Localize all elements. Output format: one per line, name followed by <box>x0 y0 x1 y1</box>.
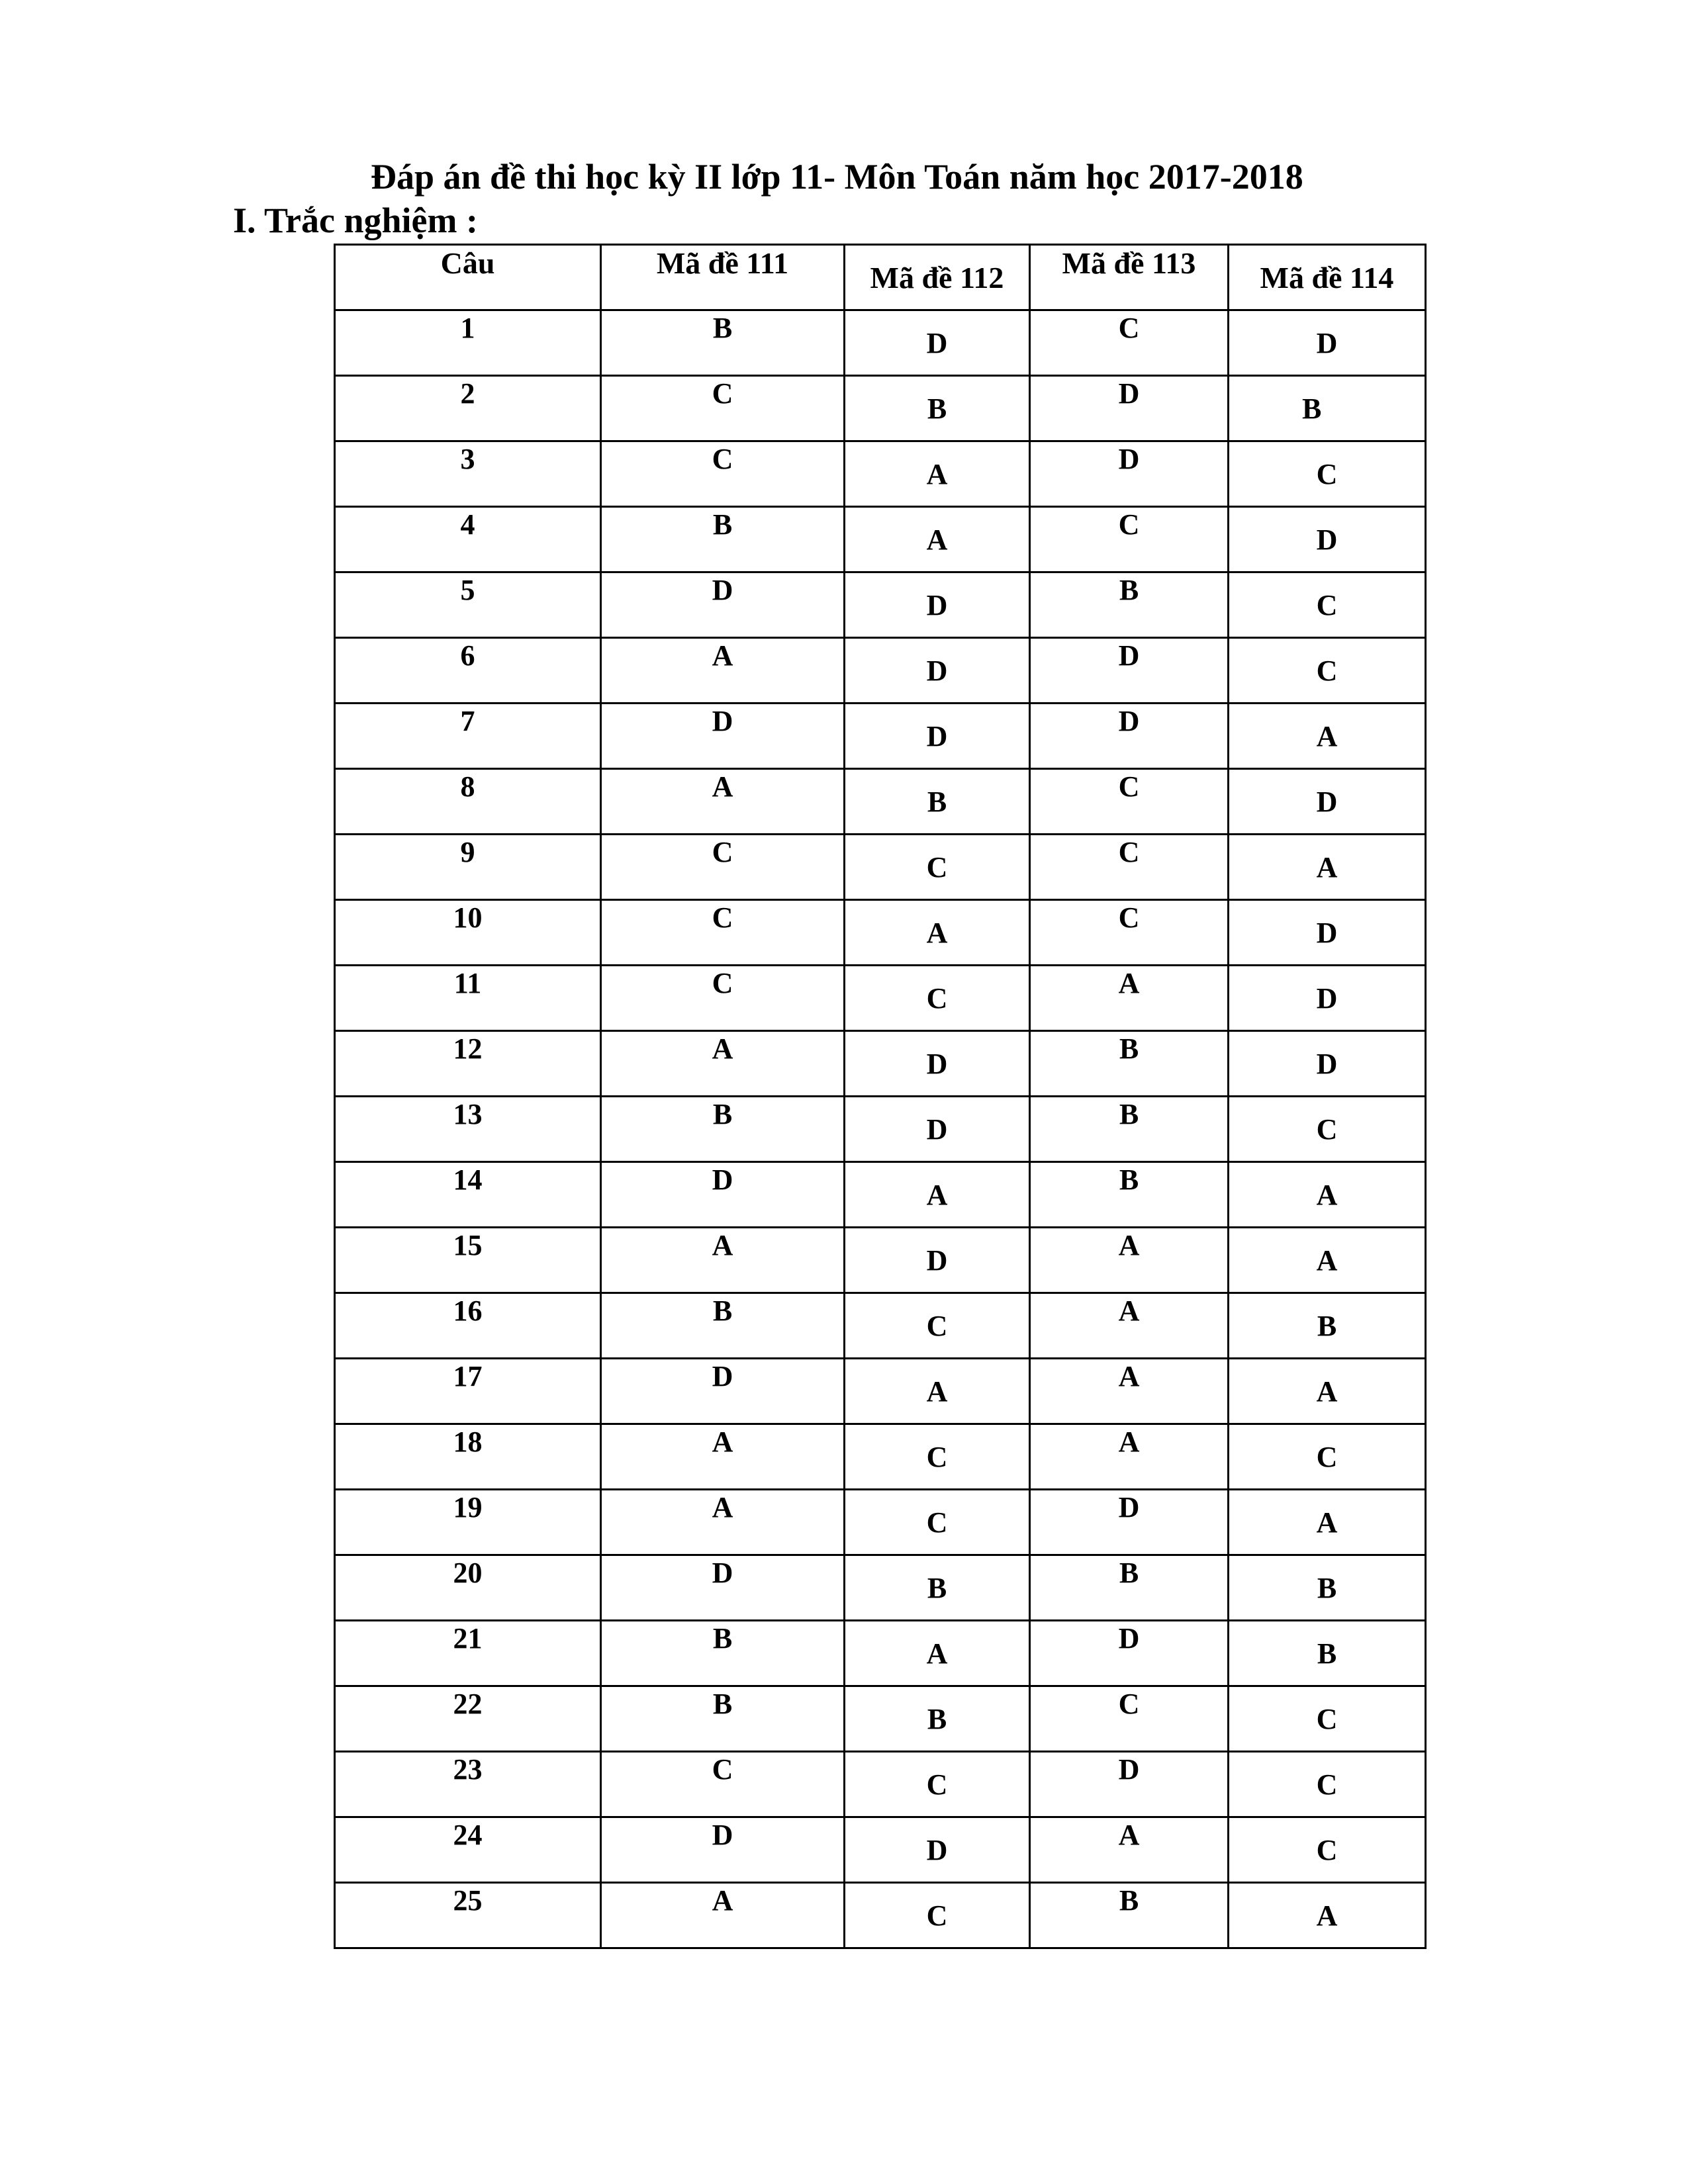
question-number: 7 <box>335 704 601 769</box>
answer-114: B <box>1229 1293 1426 1359</box>
answer-112: A <box>845 900 1030 966</box>
answer-111: C <box>601 441 845 507</box>
answer-111: B <box>601 1686 845 1752</box>
question-number: 17 <box>335 1359 601 1424</box>
question-number: 8 <box>335 769 601 835</box>
answer-114: C <box>1229 638 1426 704</box>
answer-112: D <box>845 704 1030 769</box>
answer-113: B <box>1030 1883 1229 1948</box>
answer-114: B <box>1229 1555 1426 1621</box>
answer-rows <box>335 310 1426 1948</box>
answer-114: A <box>1229 1228 1426 1293</box>
answer-114: A <box>1229 835 1426 900</box>
question-number: 11 <box>335 966 601 1031</box>
table-row <box>335 1621 1426 1686</box>
question-number: 5 <box>335 572 601 638</box>
table-row <box>335 1817 1426 1883</box>
question-number: 25 <box>335 1883 601 1948</box>
question-number: 16 <box>335 1293 601 1359</box>
answer-112: B <box>845 1555 1030 1621</box>
answer-111: B <box>601 507 845 572</box>
question-number: 9 <box>335 835 601 900</box>
table-row <box>335 1686 1426 1752</box>
answer-112: D <box>845 638 1030 704</box>
answer-114: D <box>1229 1031 1426 1097</box>
answer-111: C <box>601 966 845 1031</box>
answer-114: A <box>1229 1490 1426 1555</box>
answer-112: B <box>845 1686 1030 1752</box>
answer-113: D <box>1030 1752 1229 1817</box>
answer-113: D <box>1030 638 1229 704</box>
table-row <box>335 638 1426 704</box>
answer-111: A <box>601 1228 845 1293</box>
answer-111: C <box>601 376 845 441</box>
answer-113: D <box>1030 441 1229 507</box>
header-code-111: Mã đề 111 <box>601 245 845 310</box>
answer-111: A <box>601 1031 845 1097</box>
answer-112: C <box>845 1293 1030 1359</box>
table-row <box>335 835 1426 900</box>
table-row <box>335 769 1426 835</box>
table-row <box>335 966 1426 1031</box>
question-number: 24 <box>335 1817 601 1883</box>
answer-113: C <box>1030 900 1229 966</box>
answer-113: B <box>1030 1162 1229 1228</box>
table-header-row <box>335 245 1426 310</box>
answer-112: D <box>845 1817 1030 1883</box>
answer-111: A <box>601 638 845 704</box>
answer-112: A <box>845 1359 1030 1424</box>
answer-table <box>334 244 1427 1949</box>
answer-111: C <box>601 1752 845 1817</box>
answer-114: C <box>1229 572 1426 638</box>
answer-112: C <box>845 1752 1030 1817</box>
table-row <box>335 1424 1426 1490</box>
answer-113: A <box>1030 1817 1229 1883</box>
table-row <box>335 1359 1426 1424</box>
answer-111: D <box>601 1817 845 1883</box>
question-number: 6 <box>335 638 601 704</box>
answer-111: C <box>601 900 845 966</box>
answer-114: D <box>1229 900 1426 966</box>
answer-113: A <box>1030 1424 1229 1490</box>
table-row <box>335 1228 1426 1293</box>
table-row <box>335 1752 1426 1817</box>
question-number: 20 <box>335 1555 601 1621</box>
answer-111: D <box>601 1162 845 1228</box>
answer-111: D <box>601 1359 845 1424</box>
answer-111: A <box>601 769 845 835</box>
question-number: 23 <box>335 1752 601 1817</box>
answer-112: A <box>845 1162 1030 1228</box>
table-row <box>335 1097 1426 1162</box>
answer-114: C <box>1229 1424 1426 1490</box>
table-row <box>335 704 1426 769</box>
table-row <box>335 1490 1426 1555</box>
table-row <box>335 376 1426 441</box>
answer-112: D <box>845 1228 1030 1293</box>
answer-112: D <box>845 1097 1030 1162</box>
question-number: 13 <box>335 1097 601 1162</box>
answer-112: C <box>845 966 1030 1031</box>
answer-113: A <box>1030 966 1229 1031</box>
answer-113: B <box>1030 1097 1229 1162</box>
answer-113: C <box>1030 769 1229 835</box>
question-number: 3 <box>335 441 601 507</box>
question-number: 4 <box>335 507 601 572</box>
section-heading: I. Trắc nghiệm : <box>233 201 478 240</box>
answer-113: B <box>1030 1555 1229 1621</box>
answer-111: A <box>601 1883 845 1948</box>
answer-114: B <box>1229 376 1426 441</box>
table-row <box>335 507 1426 572</box>
answer-112: B <box>845 769 1030 835</box>
answer-114: A <box>1229 1883 1426 1948</box>
question-number: 2 <box>335 376 601 441</box>
question-number: 21 <box>335 1621 601 1686</box>
table-row <box>335 1555 1426 1621</box>
answer-113: A <box>1030 1228 1229 1293</box>
answer-112: D <box>845 1031 1030 1097</box>
answer-111: B <box>601 310 845 376</box>
answer-114: C <box>1229 1817 1426 1883</box>
answer-114: B <box>1229 1621 1426 1686</box>
answer-114: A <box>1229 704 1426 769</box>
answer-111: B <box>601 1621 845 1686</box>
page-title: Đáp án đề thi học kỳ II lớp 11- Môn Toán năm học 2017-2018 <box>371 157 1303 197</box>
answer-112: C <box>845 835 1030 900</box>
question-number: 19 <box>335 1490 601 1555</box>
answer-113: D <box>1030 704 1229 769</box>
answer-112: C <box>845 1883 1030 1948</box>
answer-111: D <box>601 572 845 638</box>
answer-111: D <box>601 1555 845 1621</box>
header-code-114: Mã đề 114 <box>1229 245 1426 310</box>
answer-114: C <box>1229 1752 1426 1817</box>
answer-114: D <box>1229 507 1426 572</box>
answer-111: A <box>601 1490 845 1555</box>
question-number: 18 <box>335 1424 601 1490</box>
answer-112: A <box>845 507 1030 572</box>
table-row <box>335 1883 1426 1948</box>
question-number: 10 <box>335 900 601 966</box>
answer-111: A <box>601 1424 845 1490</box>
answer-114: D <box>1229 310 1426 376</box>
table-row <box>335 900 1426 966</box>
answer-113: B <box>1030 572 1229 638</box>
table-row <box>335 441 1426 507</box>
question-number: 14 <box>335 1162 601 1228</box>
answer-112: C <box>845 1490 1030 1555</box>
header-code-113: Mã đề 113 <box>1030 245 1229 310</box>
answer-111: C <box>601 835 845 900</box>
question-number: 1 <box>335 310 601 376</box>
answer-112: D <box>845 310 1030 376</box>
answer-114: C <box>1229 441 1426 507</box>
answer-113: A <box>1030 1359 1229 1424</box>
answer-113: C <box>1030 310 1229 376</box>
answer-113: B <box>1030 1031 1229 1097</box>
answer-112: C <box>845 1424 1030 1490</box>
table-row <box>335 572 1426 638</box>
question-number: 12 <box>335 1031 601 1097</box>
header-question: Câu <box>335 245 601 310</box>
table-row <box>335 1162 1426 1228</box>
answer-114: A <box>1229 1359 1426 1424</box>
answer-111: D <box>601 704 845 769</box>
answer-114: C <box>1229 1097 1426 1162</box>
table-row <box>335 1031 1426 1097</box>
answer-113: A <box>1030 1293 1229 1359</box>
header-code-112: Mã đề 112 <box>845 245 1030 310</box>
answer-113: C <box>1030 507 1229 572</box>
answer-114: D <box>1229 769 1426 835</box>
answer-112: A <box>845 1621 1030 1686</box>
table-row <box>335 310 1426 376</box>
answer-114: D <box>1229 966 1426 1031</box>
answer-113: D <box>1030 1621 1229 1686</box>
answer-113: C <box>1030 835 1229 900</box>
answer-114: C <box>1229 1686 1426 1752</box>
answer-111: B <box>601 1293 845 1359</box>
answer-113: D <box>1030 1490 1229 1555</box>
answer-113: C <box>1030 1686 1229 1752</box>
answer-112: A <box>845 441 1030 507</box>
answer-112: D <box>845 572 1030 638</box>
table-row <box>335 1293 1426 1359</box>
question-number: 15 <box>335 1228 601 1293</box>
answer-112: B <box>845 376 1030 441</box>
answer-114: A <box>1229 1162 1426 1228</box>
question-number: 22 <box>335 1686 601 1752</box>
answer-113: D <box>1030 376 1229 441</box>
answer-111: B <box>601 1097 845 1162</box>
